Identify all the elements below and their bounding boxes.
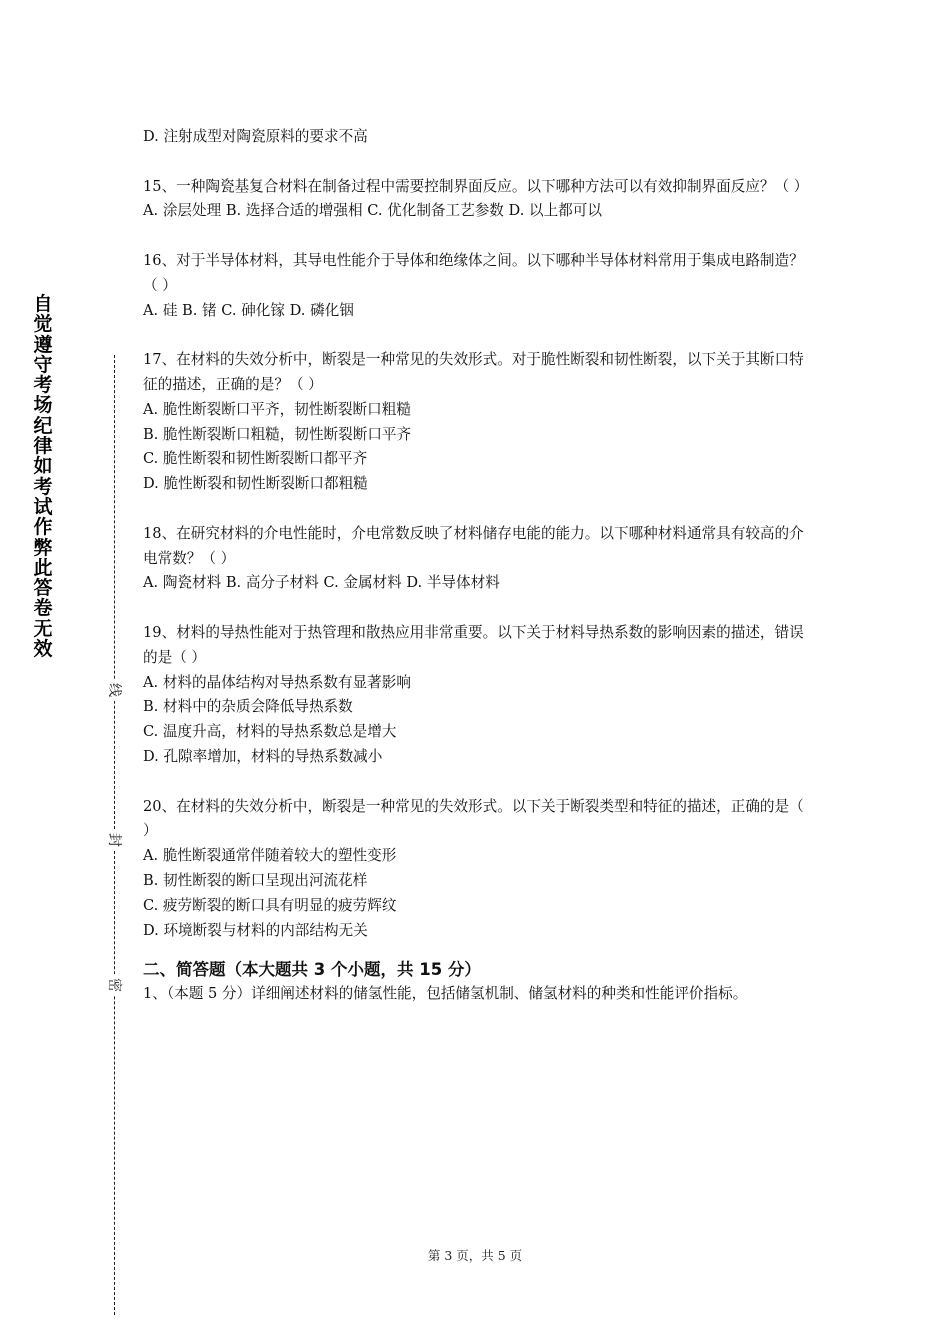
binding-mark-feng: 封	[105, 829, 123, 851]
option-line: A. 涂层处理 B. 选择合适的增强相 C. 优化制备工艺参数 D. 以上都可以	[143, 202, 602, 220]
exam-content	[143, 125, 811, 1007]
previous-question-fragment	[143, 125, 811, 150]
option-d: D. 脆性断裂和韧性断裂断口都粗糙	[143, 475, 368, 493]
question-text: 17、在材料的失效分析中，断裂是一种常见的失效形式。对于脆性断裂和韧性断裂，以下关于其断口特征的描述，正确的是？（ ）	[143, 351, 804, 393]
option-a: A. 脆性断裂通常伴随着较大的塑性变形	[143, 847, 397, 865]
option-d: D. 环境断裂与材料的内部结构无关	[143, 921, 368, 939]
option-b: B. 韧性断裂的断口呈现出河流花样	[143, 871, 368, 889]
option-a: A. 材料的晶体结构对导热系数有显著影响	[143, 673, 411, 691]
binding-notice: 自觉遵守考场纪律如考试作弊此答卷无效	[33, 293, 53, 661]
option-a: A. 脆性断裂断口平齐，韧性断裂断口粗糙	[143, 400, 411, 418]
question-text: 18、在研究材料的介电性能时，介电常数反映了材料储存电能的能力。以下哪种材料通常具有较高的介电常数？（ ）	[143, 524, 804, 567]
option-line: A. 陶瓷材料 B. 高分子材料 C. 金属材料 D. 半导体材料	[143, 574, 500, 592]
binding-mark-mi: 密	[105, 974, 123, 996]
question-18	[143, 522, 811, 596]
section-title: 二、简答题（本大题共 3 个小题，共 15 分）	[143, 960, 481, 980]
option-b: B. 材料中的杂质会降低导热系数	[143, 698, 353, 716]
question-19	[143, 621, 811, 770]
question-text: 16、对于半导体材料，其导电性能介于导体和绝缘体之间。以下哪种半导体材料常用于集成电路制造？（ ）	[143, 251, 804, 294]
question-15	[143, 175, 811, 225]
question-20	[143, 795, 811, 944]
question-17	[143, 348, 811, 497]
page-footer: 第 3 页，共 5 页	[427, 1248, 523, 1263]
option-b: B. 脆性断裂断口粗糙，韧性断裂断口平齐	[143, 425, 412, 443]
option-c: C. 疲劳断裂的断口具有明显的疲劳辉纹	[143, 896, 397, 914]
option-c: C. 脆性断裂和韧性断裂断口都平齐	[143, 450, 368, 468]
question-16	[143, 249, 811, 323]
option-d: D. 孔隙率增加，材料的导热系数减小	[143, 747, 383, 765]
option-c: C. 温度升高，材料的导热系数总是增大	[143, 723, 397, 741]
question-text: 15、一种陶瓷基复合材料在制备过程中需要控制界面反应。以下哪种方法可以有效抑制界面反应？（ ）	[143, 177, 809, 195]
question-text: 20、在材料的失效分析中，断裂是一种常见的失效形式。以下关于断裂类型和特征的描述，正确的是（ ）	[143, 797, 804, 840]
option-line: D. 注射成型对陶瓷原料的要求不高	[143, 128, 368, 145]
short-answer-question-1: 1、（本题 5 分）详细阐述材料的储氢性能，包括储氢机制、储氢材料的种类和性能评价指标。	[143, 985, 748, 1003]
option-line: A. 硅 B. 锗 C. 砷化镓 D. 磷化铟	[143, 301, 354, 319]
binding-mark-xian: 线	[105, 679, 123, 701]
question-text: 19、材料的导热性能对于热管理和散热应用非常重要。以下关于材料导热系数的影响因素的描述，错误的是（ ）	[143, 623, 804, 666]
